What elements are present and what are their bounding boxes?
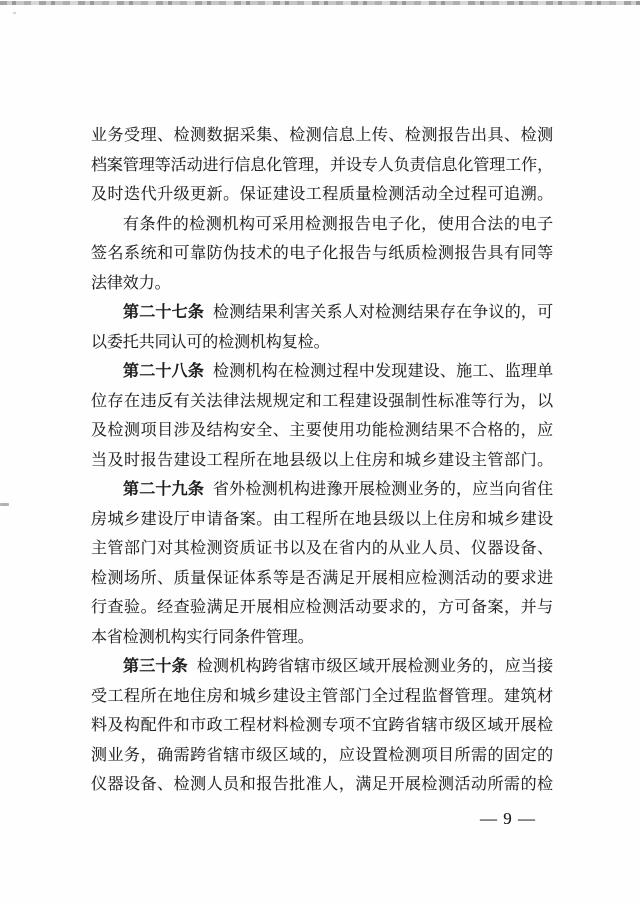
body-line: 检测场所、质量保证体系等是否满足开展相应检测活动的要求进: [91, 569, 553, 587]
article-heading-line: [91, 298, 553, 328]
body-line: 及检测项目涉及结构安全、主要使用功能检测结果不合格的，应: [91, 422, 553, 439]
scan-noise-band: [0, 1, 640, 5]
article-text: 省外检测机构进豫开展检测业务的，应当向省住: [213, 481, 553, 498]
scan-edge-mark: [0, 503, 9, 506]
scan-speck: [13, 12, 16, 14]
article-text: 检测机构在检测过程中发现建设、施工、监理单: [213, 363, 553, 380]
body-line: 法律效力。: [91, 274, 171, 292]
body-line: 签名系统和可靠防伪技术的电子化报告与纸质检测报告具有同等: [91, 245, 553, 262]
article-heading-line: [91, 475, 553, 505]
body-line: 档案管理等活动进行信息化管理，并设专人负责信息化管理工作，: [91, 156, 553, 174]
body-line: 本省检测机构实行同条件管理。: [91, 628, 314, 646]
body-line: 位存在违反有关法律法规规定和工程建设强制性标准等行为，以: [91, 392, 553, 410]
page-number: — 9 —: [480, 809, 536, 828]
article-number: 第二十七条: [123, 304, 205, 321]
body-line: 仪器设备、检测人员和报告批准人，满足开展检测活动所需的检: [91, 776, 553, 793]
body-line: 业务受理、检测数据采集、检测信息上传、检测报告出具、检测: [91, 127, 553, 144]
article-number: 第二十八条: [123, 363, 205, 380]
body-line: 料及构配件和市政工程材料检测专项不宜跨省辖市级区域开展检: [91, 717, 553, 734]
body-line: 行查验。经查验满足开展相应检测活动要求的，方可备案，并与: [91, 599, 553, 616]
body-line: 受工程所在地住房和城乡建设主管部门全过程监督管理。建筑材: [91, 687, 553, 705]
article-number: 第二十九条: [123, 481, 205, 498]
article-heading-line: [91, 652, 553, 682]
document-body: [91, 121, 553, 800]
body-line: 主管部门对其检测资质证书以及在省内的从业人员、仪器设备、: [91, 540, 553, 557]
body-line: 有条件的检测机构可采用检测报告电子化，使用合法的电子: [123, 215, 553, 233]
body-line: 当及时报告建设工程所在地县级以上住房和城乡建设主管部门。: [91, 451, 553, 469]
body-line: 房城乡建设厅申请备案。由工程所在地县级以上住房和城乡建设: [91, 510, 553, 528]
body-line: 以委托共同认可的检测机构复检。: [91, 333, 330, 351]
article-number: 第三十条: [123, 658, 188, 675]
article-text: 检测机构跨省辖市级区域开展检测业务的，应当接: [196, 658, 553, 675]
article-text: 检测结果利害关系人对检测结果存在争议的，可: [213, 304, 553, 321]
body-line: 及时迭代升级更新。保证建设工程质量检测活动全过程可追溯。: [91, 186, 553, 203]
body-line: 测业务，确需跨省辖市级区域的，应设置检测项目所需的固定的: [91, 746, 553, 764]
article-heading-line: [91, 357, 553, 387]
